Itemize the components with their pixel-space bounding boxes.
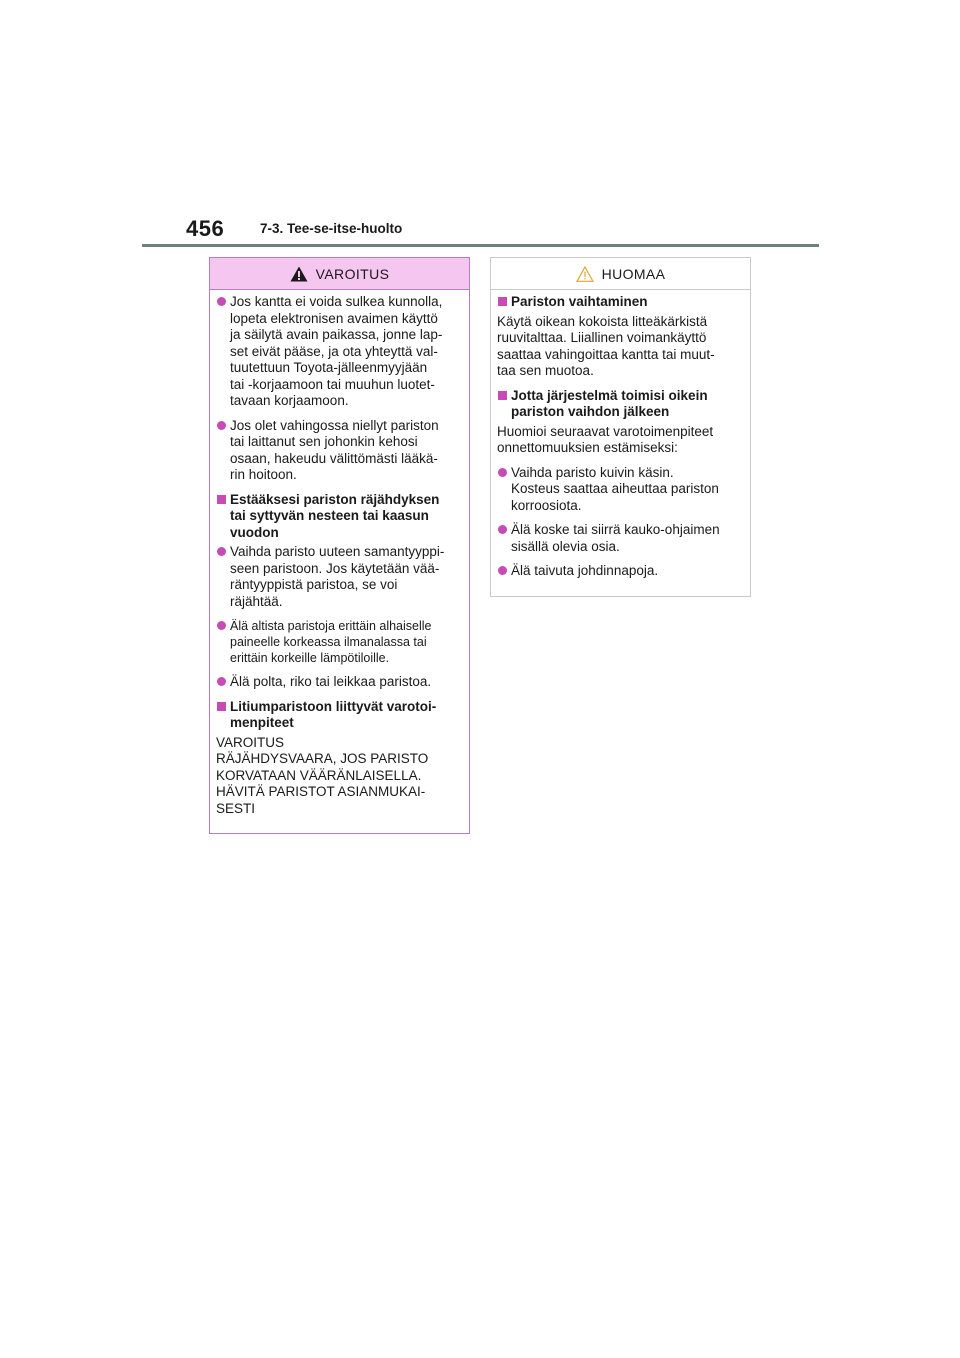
bullet-dot-icon bbox=[217, 297, 226, 306]
notice-heading-system: Jotta järjestelmä toimisi oikein pariston vaihdon jälkeen bbox=[497, 388, 738, 421]
heading-square-icon bbox=[498, 297, 507, 306]
warning-bullet-swallowed: Jos olet vahingossa niellyt pariston tai laittanut sen johonkin kehosi osaan, hakeudu välittömästi lääkä- rin hoitoon. bbox=[216, 418, 457, 484]
warning-bullet-lid: Jos kantta ei voida sulkea kunnolla, lopeta elektronisen avaimen käyttö ja säilytä avain paikassa, jonne lap- set eivät pääse, ja ota yhteyttä val- tuutettuun Toyota-jälleenmyyjään tai -korjaamoon tai muuhun luotet- tavaan korjaamoon. bbox=[216, 294, 457, 410]
heading-square-icon bbox=[498, 391, 507, 400]
warning-bullet-pressure: Älä altista paristoja erittäin alhaiselle paineelle korkeassa ilmanalassa tai erittäin korkeille lämpötiloille. bbox=[216, 618, 457, 666]
warning-box-header bbox=[210, 258, 469, 290]
heading-square-icon bbox=[217, 495, 226, 504]
heading-square-icon bbox=[217, 702, 226, 711]
notice-system-text: Huomioi seuraavat varotoimenpiteet onnettomuuksien estämiseksi: bbox=[497, 423, 714, 455]
bullet-dot-icon bbox=[498, 525, 507, 534]
warning-bullet-same-type: Vaihda paristo uuteen samantyyppi- seen paristoon. Jos käytetään vää- räntyyppistä paristoa, se voi räjähtää. bbox=[216, 544, 457, 610]
warning-heading-lithium: Litiumparistoon liittyvät varotoi- menpiteet bbox=[216, 699, 457, 732]
warning-heading-explosion: Estääksesi pariston räjähdyksen tai syttyvän nesteen tai kaasun vuodon bbox=[216, 492, 457, 542]
notice-bullet-dry-hands: Vaihda paristo kuivin käsin. Kosteus saattaa aiheuttaa pariston korroosiota. bbox=[497, 465, 738, 515]
notice-box bbox=[490, 257, 751, 597]
warning-body bbox=[210, 290, 469, 817]
notice-bullet-terminals: Älä taivuta johdinnapoja. bbox=[497, 563, 738, 580]
notice-box-header bbox=[491, 258, 750, 290]
warning-lithium-text: VAROITUS RÄJÄHDYSVAARA, JOS PARISTO KORVATAAN VÄÄRÄNLAISELLA. HÄVITÄ PARISTOT ASIANMUKAI- SESTI bbox=[216, 734, 429, 816]
page-number: 456 bbox=[186, 216, 225, 241]
warning-title: VAROITUS bbox=[315, 265, 390, 282]
notice-title: HUOMAA bbox=[601, 265, 666, 282]
bullet-dot-icon bbox=[217, 421, 226, 430]
notice-heading-replacing: Pariston vaihtaminen bbox=[497, 294, 738, 311]
page-header bbox=[186, 214, 826, 244]
bullet-dot-icon bbox=[498, 468, 507, 477]
bullet-dot-icon bbox=[498, 566, 507, 575]
header-rule bbox=[142, 244, 819, 247]
bullet-dot-icon bbox=[217, 621, 226, 630]
warning-triangle-icon bbox=[290, 266, 308, 282]
warning-box bbox=[209, 257, 470, 834]
notice-bullet-internal-parts: Älä koske tai siirrä kauko-ohjaimen sisällä olevia osia. bbox=[497, 522, 738, 555]
bullet-dot-icon bbox=[217, 547, 226, 556]
notice-body bbox=[491, 290, 750, 580]
chapter-title: 7-3. Tee-se-itse-huolto bbox=[260, 221, 403, 236]
bullet-dot-icon bbox=[217, 677, 226, 686]
notice-replacing-text: Käytä oikean kokoista litteäkärkistä ruuvitalttaa. Liiallinen voimankäyttö saattaa vahingoittaa kantta tai muut- taa sen muotoa. bbox=[497, 313, 715, 378]
caution-triangle-icon bbox=[576, 266, 594, 282]
warning-bullet-burn: Älä polta, riko tai leikkaa paristoa. bbox=[216, 674, 457, 691]
